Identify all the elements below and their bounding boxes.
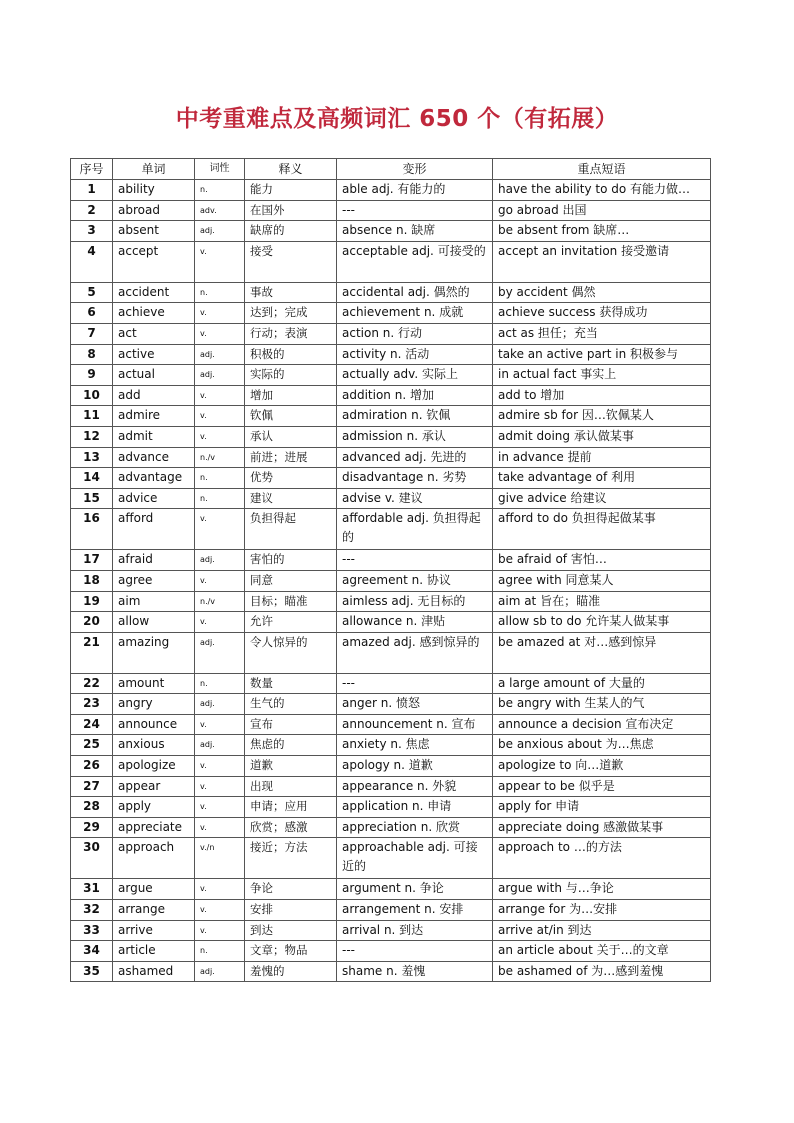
table-row: [71, 406, 711, 427]
row-word-form: action n. 行动: [337, 323, 493, 344]
row-part-of-speech: n.: [195, 468, 245, 489]
row-meaning: 接近；方法: [245, 838, 337, 879]
row-meaning: 缺席的: [245, 221, 337, 242]
row-meaning: 焦虑的: [245, 735, 337, 756]
row-word-form: accidental adj. 偶然的: [337, 282, 493, 303]
row-part-of-speech: v.: [195, 385, 245, 406]
table-row: [71, 282, 711, 303]
row-meaning: 实际的: [245, 365, 337, 386]
row-key-phrase: act as 担任；充当: [493, 323, 711, 344]
row-number: 35: [71, 961, 113, 982]
row-number: 11: [71, 406, 113, 427]
row-meaning: 积极的: [245, 344, 337, 365]
row-part-of-speech: adj.: [195, 632, 245, 673]
row-part-of-speech: v.: [195, 426, 245, 447]
table-row: [71, 797, 711, 818]
row-word: achieve: [113, 303, 195, 324]
row-key-phrase: apply for 申请: [493, 797, 711, 818]
row-number: 3: [71, 221, 113, 242]
row-word-form: appreciation n. 欣赏: [337, 817, 493, 838]
row-word: accident: [113, 282, 195, 303]
row-part-of-speech: adj.: [195, 344, 245, 365]
table-row: [71, 488, 711, 509]
row-key-phrase: be ashamed of 为…感到羞愧: [493, 961, 711, 982]
row-part-of-speech: v.: [195, 920, 245, 941]
row-meaning: 在国外: [245, 200, 337, 221]
row-part-of-speech: v.: [195, 797, 245, 818]
row-meaning: 欣赏；感激: [245, 817, 337, 838]
row-meaning: 生气的: [245, 694, 337, 715]
row-key-phrase: be anxious about 为…焦虑: [493, 735, 711, 756]
row-part-of-speech: v.: [195, 323, 245, 344]
table-row: [71, 426, 711, 447]
row-number: 8: [71, 344, 113, 365]
row-meaning: 安排: [245, 900, 337, 921]
row-meaning: 文章；物品: [245, 941, 337, 962]
row-meaning: 出现: [245, 776, 337, 797]
row-meaning: 前进；进展: [245, 447, 337, 468]
row-meaning: 承认: [245, 426, 337, 447]
row-key-phrase: by accident 偶然: [493, 282, 711, 303]
table-row: [71, 221, 711, 242]
row-number: 30: [71, 838, 113, 879]
row-meaning: 优势: [245, 468, 337, 489]
row-word-form: allowance n. 津贴: [337, 612, 493, 633]
row-part-of-speech: n.: [195, 488, 245, 509]
header-word: 单词: [113, 159, 195, 180]
row-word: aim: [113, 591, 195, 612]
row-word: advance: [113, 447, 195, 468]
row-key-phrase: give advice 给建议: [493, 488, 711, 509]
row-part-of-speech: v.: [195, 900, 245, 921]
row-key-phrase: announce a decision 宣布决定: [493, 714, 711, 735]
row-meaning: 到达: [245, 920, 337, 941]
row-word: admit: [113, 426, 195, 447]
row-part-of-speech: n.: [195, 180, 245, 201]
row-part-of-speech: adj.: [195, 221, 245, 242]
row-word-form: addition n. 增加: [337, 385, 493, 406]
row-key-phrase: apologize to 向…道歉: [493, 756, 711, 777]
row-meaning: 负担得起: [245, 509, 337, 550]
row-word-form: disadvantage n. 劣势: [337, 468, 493, 489]
row-part-of-speech: v.: [195, 509, 245, 550]
table-row: [71, 838, 711, 879]
row-word: apply: [113, 797, 195, 818]
row-key-phrase: approach to …的方法: [493, 838, 711, 879]
row-key-phrase: afford to do 负担得起做某事: [493, 509, 711, 550]
table-row: [71, 385, 711, 406]
row-word-form: shame n. 羞愧: [337, 961, 493, 982]
row-part-of-speech: v.: [195, 406, 245, 427]
table-body: [71, 180, 711, 982]
table-row: [71, 365, 711, 386]
row-meaning: 目标；瞄准: [245, 591, 337, 612]
row-key-phrase: take advantage of 利用: [493, 468, 711, 489]
table-row: [71, 180, 711, 201]
row-meaning: 接受: [245, 241, 337, 282]
row-word-form: appearance n. 外貌: [337, 776, 493, 797]
row-part-of-speech: v.: [195, 714, 245, 735]
row-number: 21: [71, 632, 113, 673]
row-word: accept: [113, 241, 195, 282]
row-word: apologize: [113, 756, 195, 777]
row-number: 12: [71, 426, 113, 447]
row-meaning: 允许: [245, 612, 337, 633]
row-key-phrase: agree with 同意某人: [493, 570, 711, 591]
row-key-phrase: be angry with 生某人的气: [493, 694, 711, 715]
row-key-phrase: aim at 旨在；瞄准: [493, 591, 711, 612]
row-meaning: 数量: [245, 673, 337, 694]
row-key-phrase: go abroad 出国: [493, 200, 711, 221]
row-part-of-speech: v.: [195, 241, 245, 282]
table-row: [71, 241, 711, 282]
header-meaning: 释义: [245, 159, 337, 180]
row-word: abroad: [113, 200, 195, 221]
row-part-of-speech: v.: [195, 612, 245, 633]
row-number: 27: [71, 776, 113, 797]
row-word-form: ---: [337, 941, 493, 962]
row-part-of-speech: v.: [195, 817, 245, 838]
row-part-of-speech: v.: [195, 303, 245, 324]
row-key-phrase: appear to be 似乎是: [493, 776, 711, 797]
row-word: argue: [113, 879, 195, 900]
row-key-phrase: argue with 与…争论: [493, 879, 711, 900]
row-number: 20: [71, 612, 113, 633]
row-key-phrase: have the ability to do 有能力做…: [493, 180, 711, 201]
table-row: [71, 550, 711, 571]
table-row: [71, 879, 711, 900]
row-meaning: 同意: [245, 570, 337, 591]
row-key-phrase: admit doing 承认做某事: [493, 426, 711, 447]
row-meaning: 羞愧的: [245, 961, 337, 982]
header-word-forms: 变形: [337, 159, 493, 180]
page-title: 中考重难点及高频词汇 650 个（有拓展）: [175, 106, 619, 132]
row-word-form: ---: [337, 673, 493, 694]
table-row: [71, 817, 711, 838]
row-key-phrase: be amazed at 对…感到惊异: [493, 632, 711, 673]
row-number: 2: [71, 200, 113, 221]
row-key-phrase: be afraid of 害怕…: [493, 550, 711, 571]
table-row: [71, 591, 711, 612]
row-word-form: able adj. 有能力的: [337, 180, 493, 201]
row-part-of-speech: adj.: [195, 365, 245, 386]
row-word: afraid: [113, 550, 195, 571]
row-word: appear: [113, 776, 195, 797]
row-part-of-speech: adj.: [195, 961, 245, 982]
header-key-phrases: 重点短语: [493, 159, 711, 180]
row-part-of-speech: n.: [195, 282, 245, 303]
row-word-form: ---: [337, 550, 493, 571]
row-number: 14: [71, 468, 113, 489]
row-number: 15: [71, 488, 113, 509]
row-word-form: achievement n. 成就: [337, 303, 493, 324]
table-row: [71, 468, 711, 489]
row-word: act: [113, 323, 195, 344]
table-row: [71, 756, 711, 777]
row-key-phrase: a large amount of 大量的: [493, 673, 711, 694]
row-key-phrase: allow sb to do 允许某人做某事: [493, 612, 711, 633]
row-part-of-speech: v.: [195, 756, 245, 777]
row-part-of-speech: v.: [195, 879, 245, 900]
table-row: [71, 961, 711, 982]
row-part-of-speech: n./v: [195, 447, 245, 468]
row-word: agree: [113, 570, 195, 591]
row-key-phrase: be absent from 缺席…: [493, 221, 711, 242]
row-number: 22: [71, 673, 113, 694]
table-row: [71, 673, 711, 694]
row-word-form: absence n. 缺席: [337, 221, 493, 242]
row-word: amazing: [113, 632, 195, 673]
row-part-of-speech: adj.: [195, 735, 245, 756]
row-word-form: acceptable adj. 可接受的: [337, 241, 493, 282]
row-word-form: activity n. 活动: [337, 344, 493, 365]
row-meaning: 害怕的: [245, 550, 337, 571]
row-key-phrase: admire sb for 因…钦佩某人: [493, 406, 711, 427]
row-key-phrase: appreciate doing 感激做某事: [493, 817, 711, 838]
row-meaning: 建议: [245, 488, 337, 509]
table-row: [71, 694, 711, 715]
table-row: [71, 632, 711, 673]
row-key-phrase: in actual fact 事实上: [493, 365, 711, 386]
row-word: anxious: [113, 735, 195, 756]
row-part-of-speech: v.: [195, 570, 245, 591]
row-number: 29: [71, 817, 113, 838]
row-word: article: [113, 941, 195, 962]
row-word: advantage: [113, 468, 195, 489]
table-row: [71, 323, 711, 344]
row-word-form: agreement n. 协议: [337, 570, 493, 591]
row-meaning: 道歉: [245, 756, 337, 777]
row-meaning: 宣布: [245, 714, 337, 735]
row-word: allow: [113, 612, 195, 633]
row-word: active: [113, 344, 195, 365]
row-number: 24: [71, 714, 113, 735]
row-word-form: application n. 申请: [337, 797, 493, 818]
table-row: [71, 612, 711, 633]
row-word-form: anger n. 愤怒: [337, 694, 493, 715]
row-word: afford: [113, 509, 195, 550]
vocabulary-table: [70, 158, 711, 982]
row-word-form: advise v. 建议: [337, 488, 493, 509]
row-meaning: 事故: [245, 282, 337, 303]
row-word-form: apology n. 道歉: [337, 756, 493, 777]
table-row: [71, 303, 711, 324]
header-number: 序号: [71, 159, 113, 180]
row-number: 10: [71, 385, 113, 406]
row-word-form: arrival n. 到达: [337, 920, 493, 941]
row-key-phrase: take an active part in 积极参与: [493, 344, 711, 365]
row-number: 33: [71, 920, 113, 941]
row-word: ashamed: [113, 961, 195, 982]
row-key-phrase: accept an invitation 接受邀请: [493, 241, 711, 282]
row-word-form: approachable adj. 可接近的: [337, 838, 493, 879]
row-part-of-speech: adj.: [195, 694, 245, 715]
row-part-of-speech: n.: [195, 673, 245, 694]
row-word-form: ---: [337, 200, 493, 221]
row-number: 18: [71, 570, 113, 591]
table-row: [71, 900, 711, 921]
row-word-form: admiration n. 钦佩: [337, 406, 493, 427]
row-word-form: affordable adj. 负担得起的: [337, 509, 493, 550]
row-number: 26: [71, 756, 113, 777]
row-word: amount: [113, 673, 195, 694]
table-row: [71, 941, 711, 962]
row-number: 25: [71, 735, 113, 756]
table-row: [71, 776, 711, 797]
row-number: 9: [71, 365, 113, 386]
table-row: [71, 447, 711, 468]
row-word-form: anxiety n. 焦虑: [337, 735, 493, 756]
row-part-of-speech: v./n: [195, 838, 245, 879]
row-number: 17: [71, 550, 113, 571]
table-row: [71, 344, 711, 365]
row-key-phrase: arrive at/in 到达: [493, 920, 711, 941]
row-word-form: argument n. 争论: [337, 879, 493, 900]
row-meaning: 争论: [245, 879, 337, 900]
row-word: admire: [113, 406, 195, 427]
row-part-of-speech: n./v: [195, 591, 245, 612]
row-number: 5: [71, 282, 113, 303]
row-word: angry: [113, 694, 195, 715]
row-part-of-speech: adv.: [195, 200, 245, 221]
row-word-form: aimless adj. 无目标的: [337, 591, 493, 612]
row-word: approach: [113, 838, 195, 879]
table-row: [71, 570, 711, 591]
table-row: [71, 714, 711, 735]
row-part-of-speech: n.: [195, 941, 245, 962]
row-number: 32: [71, 900, 113, 921]
table-row: [71, 735, 711, 756]
row-key-phrase: in advance 提前: [493, 447, 711, 468]
row-number: 7: [71, 323, 113, 344]
row-word: absent: [113, 221, 195, 242]
row-part-of-speech: adj.: [195, 550, 245, 571]
table-row: [71, 509, 711, 550]
row-number: 6: [71, 303, 113, 324]
row-word-form: announcement n. 宣布: [337, 714, 493, 735]
row-word: arrive: [113, 920, 195, 941]
table-row: [71, 200, 711, 221]
row-number: 4: [71, 241, 113, 282]
row-meaning: 申请；应用: [245, 797, 337, 818]
row-number: 23: [71, 694, 113, 715]
row-number: 19: [71, 591, 113, 612]
row-number: 13: [71, 447, 113, 468]
row-key-phrase: add to 增加: [493, 385, 711, 406]
row-meaning: 钦佩: [245, 406, 337, 427]
row-word-form: arrangement n. 安排: [337, 900, 493, 921]
row-number: 31: [71, 879, 113, 900]
row-word-form: admission n. 承认: [337, 426, 493, 447]
table-row: [71, 920, 711, 941]
row-word: advice: [113, 488, 195, 509]
row-word-form: actually adv. 实际上: [337, 365, 493, 386]
row-key-phrase: arrange for 为…安排: [493, 900, 711, 921]
row-number: 34: [71, 941, 113, 962]
row-number: 28: [71, 797, 113, 818]
row-word-form: advanced adj. 先进的: [337, 447, 493, 468]
row-key-phrase: achieve success 获得成功: [493, 303, 711, 324]
row-word: appreciate: [113, 817, 195, 838]
row-number: 1: [71, 180, 113, 201]
row-meaning: 增加: [245, 385, 337, 406]
row-meaning: 令人惊异的: [245, 632, 337, 673]
row-number: 16: [71, 509, 113, 550]
row-word: add: [113, 385, 195, 406]
row-meaning: 能力: [245, 180, 337, 201]
row-word-form: amazed adj. 感到惊异的: [337, 632, 493, 673]
row-meaning: 达到；完成: [245, 303, 337, 324]
row-word: arrange: [113, 900, 195, 921]
row-part-of-speech: v.: [195, 776, 245, 797]
table-header-row: [71, 159, 711, 180]
row-word: ability: [113, 180, 195, 201]
row-word: announce: [113, 714, 195, 735]
row-word: actual: [113, 365, 195, 386]
row-meaning: 行动；表演: [245, 323, 337, 344]
header-part-of-speech: 词性: [195, 159, 245, 180]
row-key-phrase: an article about 关于…的文章: [493, 941, 711, 962]
